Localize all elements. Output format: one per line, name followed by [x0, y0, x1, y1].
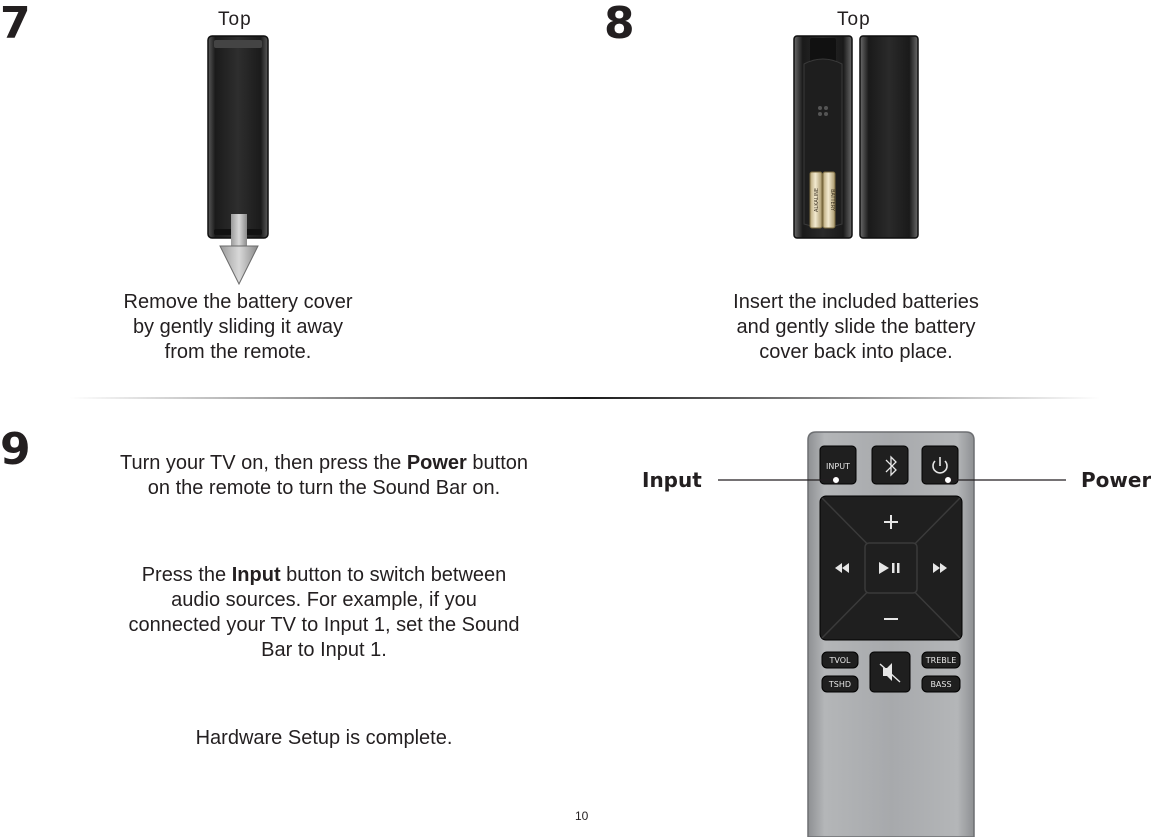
mute-button	[870, 652, 910, 692]
treble-label: TREBLE	[925, 656, 957, 665]
text-run: button to switch between	[280, 564, 507, 586]
text-run: button	[466, 452, 529, 474]
step-8-top-label: Top	[837, 9, 871, 30]
input-keyword: Input	[231, 564, 281, 586]
step-7-caption	[88, 290, 388, 365]
input-button-label: INPUT	[826, 462, 850, 471]
step-8-number: 8	[604, 0, 635, 49]
instruction-line: Bar to Input 1.	[261, 639, 387, 661]
text-run: Press the	[141, 564, 232, 586]
power-callout-label: Power	[1081, 468, 1151, 492]
bluetooth-button	[872, 446, 908, 484]
tshd-label: TSHD	[828, 680, 852, 689]
instruction-line: audio sources. For example, if you	[171, 589, 477, 611]
remote-front-illustration	[716, 430, 1068, 837]
instruction-line: connected your TV to Input 1, set the Sound	[128, 614, 520, 636]
tshd-button	[822, 676, 858, 692]
step-7-top-label: Top	[218, 9, 252, 30]
input-callout-label: Input	[642, 468, 702, 492]
caption-line: Remove the battery cover	[123, 291, 353, 313]
tvol-button	[822, 652, 858, 668]
caption-line: Insert the included batteries	[733, 291, 979, 313]
step-9-input-instructions	[74, 563, 574, 663]
step-7-number: 7	[0, 0, 31, 49]
instruction-line	[74, 563, 574, 588]
bass-label: BASS	[930, 680, 952, 689]
remote-battery-compartment-illustration	[790, 34, 922, 244]
power-button	[922, 446, 958, 484]
step-8-caption	[686, 290, 1026, 365]
battery-text: ALKALINE	[814, 188, 820, 212]
remote-back-cover-illustration	[200, 34, 280, 286]
step-9-power-instructions	[74, 451, 574, 501]
caption-line: by gently sliding it away	[132, 316, 344, 338]
power-keyword: Power	[406, 452, 467, 474]
text-run: Turn your TV on, then press the	[119, 452, 407, 474]
bass-button	[922, 676, 960, 692]
caption-line: cover back into place.	[759, 341, 953, 363]
instruction-line: on the remote to turn the Sound Bar on.	[147, 477, 501, 499]
battery-text: BATTERY	[829, 189, 835, 211]
page-number: 10	[575, 809, 589, 823]
treble-button	[922, 652, 960, 668]
step-9-number: 9	[0, 424, 31, 475]
step-9-complete-text: Hardware Setup is complete.	[195, 727, 453, 749]
tvol-label: TVOL	[829, 656, 851, 665]
section-divider	[70, 392, 1100, 404]
d-pad	[820, 496, 962, 640]
instruction-line	[74, 451, 574, 476]
caption-line: from the remote.	[164, 341, 312, 363]
caption-line: and gently slide the battery	[736, 316, 976, 338]
